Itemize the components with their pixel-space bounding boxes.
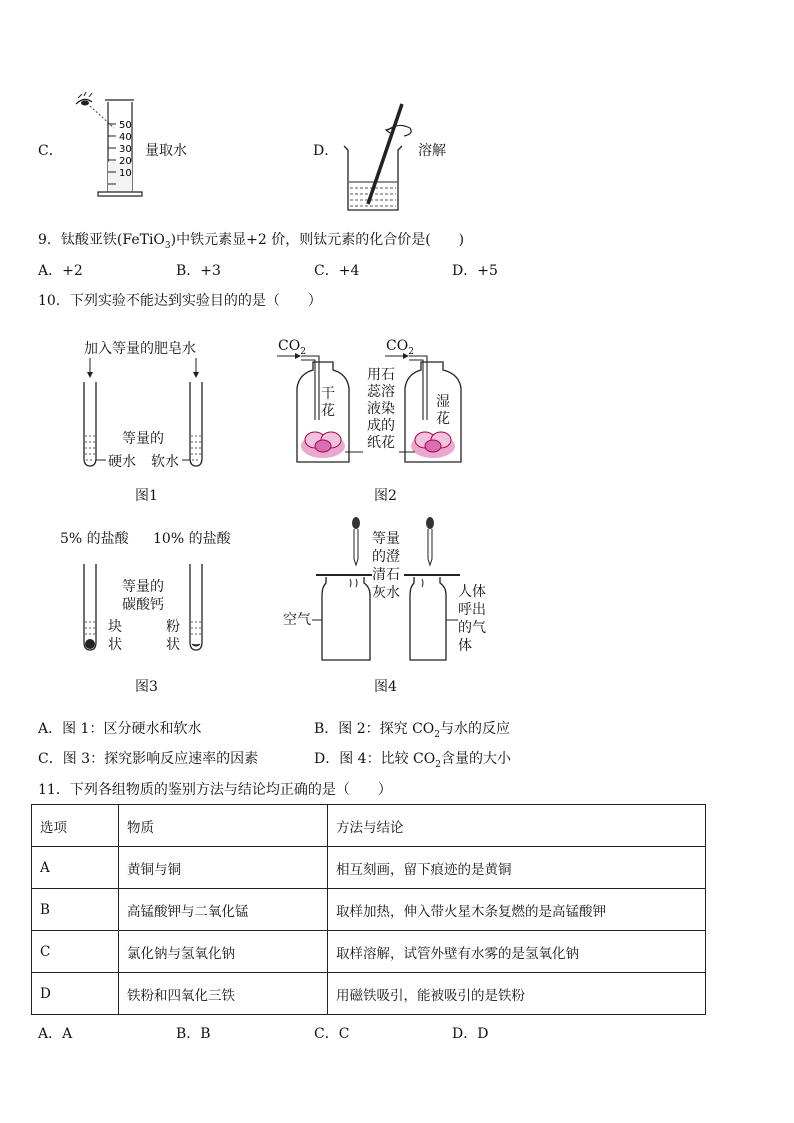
q11-option-d: D．D bbox=[452, 1026, 489, 1042]
table-header-cell: 物质 bbox=[119, 805, 328, 847]
q11-option-a: A．A bbox=[38, 1026, 73, 1042]
q8-option-d-letter: D． bbox=[313, 143, 339, 159]
q9-option-c: C．+4 bbox=[314, 263, 360, 279]
q10-option-a: A．图 1：区分硬水和软水 bbox=[38, 721, 202, 737]
flower-left-icon bbox=[301, 432, 345, 458]
table-cell: C bbox=[32, 931, 119, 973]
q11-option-b: B．B bbox=[176, 1026, 211, 1042]
table-header-cell: 选项 bbox=[32, 805, 119, 847]
scale-50: 50 bbox=[119, 120, 132, 131]
graduated-cylinder-figure bbox=[70, 92, 150, 204]
table-cell: 用磁铁吸引，能被吸引的是铁粉 bbox=[328, 973, 706, 1015]
table-cell: 相互刻画，留下痕迹的是黄铜 bbox=[328, 847, 706, 889]
table-cell: 铁粉和四氧化三铁 bbox=[119, 973, 328, 1015]
table-row bbox=[32, 889, 706, 931]
fig3-right-label: 10% 的盐酸 bbox=[153, 531, 231, 547]
table-cell: A bbox=[32, 847, 119, 889]
fig2-dry-flower-label: 干 花 bbox=[321, 386, 335, 419]
fig3-caption: 图3 bbox=[135, 679, 158, 695]
table-header-cell: 方法与结论 bbox=[328, 805, 706, 847]
table-cell: B bbox=[32, 889, 119, 931]
fig1-hard-water-label: 硬水 bbox=[108, 454, 136, 470]
fig2-mid-label: 用石 蕊溶 液染 成的 纸花 bbox=[367, 367, 395, 451]
q9-option-a: A．+2 bbox=[38, 263, 83, 279]
fig3-powder-label: 粉 状 bbox=[166, 619, 180, 653]
fig4-mid-label: 等量 的澄 清石 灰水 bbox=[372, 531, 400, 601]
table-row bbox=[32, 847, 706, 889]
fig4-exhaled-label: 人体 呼出 的气 体 bbox=[458, 584, 486, 654]
table-row bbox=[32, 973, 706, 1015]
fig1-caption: 图1 bbox=[135, 488, 158, 504]
table-cell: 氯化钠与氢氧化钠 bbox=[119, 931, 328, 973]
flower-right-icon bbox=[411, 432, 455, 458]
scale-10: 10 bbox=[119, 168, 132, 179]
scale-40: 40 bbox=[119, 132, 132, 143]
q9-option-d: D．+5 bbox=[452, 263, 498, 279]
table-cell: 取样加热，伸入带火星木条复燃的是高锰酸钾 bbox=[328, 889, 706, 931]
fig1-mid-label: 等量的 bbox=[122, 431, 164, 447]
table-cell: 高锰酸钾与二氧化锰 bbox=[119, 889, 328, 931]
beaker-stirring-figure bbox=[338, 100, 418, 215]
q8-option-c-letter: C． bbox=[38, 143, 63, 159]
fig1-top-label: 加入等量的肥皂水 bbox=[84, 341, 196, 357]
q8-option-c-text: 量取水 bbox=[145, 143, 187, 159]
table-cell: 取样溶解，试管外壁有水雾的是氢氧化钠 bbox=[328, 931, 706, 973]
fig2-caption: 图2 bbox=[374, 488, 397, 504]
fig1-soft-water-label: 软水 bbox=[151, 454, 179, 470]
q10-option-d: D．图 4：比较 $CO_2$含量的大小 bbox=[314, 751, 511, 770]
table-cell: D bbox=[32, 973, 119, 1015]
q8-option-d-text: 溶解 bbox=[418, 143, 446, 159]
q10-option-b: B．图 2：探究 $CO_2$与水的反应 bbox=[314, 721, 511, 740]
fig2-co2-right: $CO_2$ bbox=[386, 338, 414, 357]
q10-option-c: C．图 3：探究影响反应速率的因素 bbox=[38, 751, 259, 767]
fig2-co2-left: $CO_2$ bbox=[278, 338, 306, 357]
scale-30: 30 bbox=[119, 144, 132, 155]
scale-20: 20 bbox=[119, 156, 132, 167]
fig3-lump-label: 块 状 bbox=[108, 619, 122, 653]
q11-table bbox=[31, 804, 706, 1015]
fig2-wet-flower-label: 湿 花 bbox=[436, 394, 450, 427]
q9-option-b: B．+3 bbox=[176, 263, 221, 279]
q9-stem: 9．钛酸亚铁(FeTiO$_3$)中铁元素显+2 价，则钛元素的化合价是( ) bbox=[38, 232, 465, 251]
q11-stem: 11．下列各组物质的鉴别方法与结论均正确的是（ ） bbox=[38, 782, 392, 798]
table-row bbox=[32, 931, 706, 973]
fig1-test-tubes bbox=[78, 356, 218, 471]
fig4-air-label: 空气 bbox=[283, 612, 311, 628]
fig3-mid-label: 等量的 碳酸钙 bbox=[122, 579, 164, 613]
q11-option-c: C．C bbox=[314, 1026, 350, 1042]
q10-stem: 10．下列实验不能达到实验目的的是（ ） bbox=[38, 293, 322, 309]
fig4-caption: 图4 bbox=[374, 679, 397, 695]
table-header-row bbox=[32, 805, 706, 847]
table-cell: 黄铜与铜 bbox=[119, 847, 328, 889]
fig3-left-label: 5% 的盐酸 bbox=[60, 531, 129, 547]
